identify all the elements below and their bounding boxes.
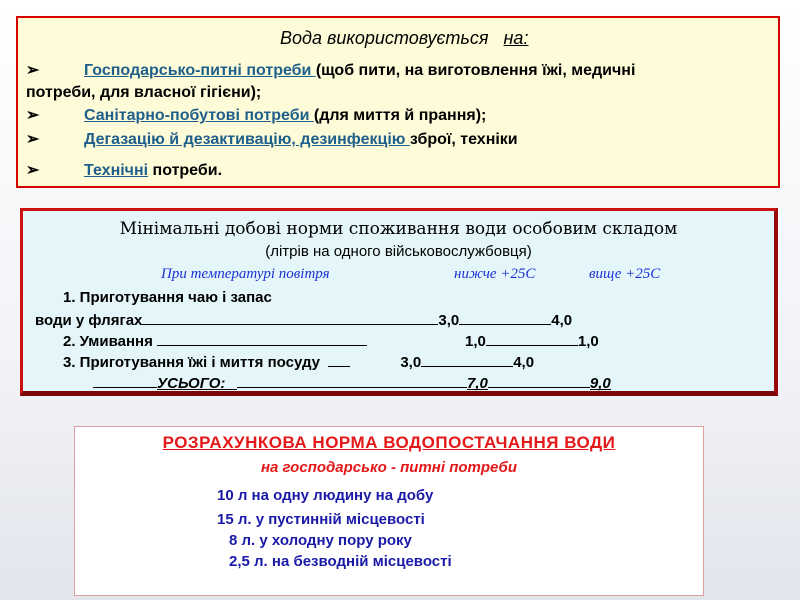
leader-line — [459, 310, 551, 325]
norm-row-2 — [63, 331, 599, 350]
norms-subtitle: (літрів на одного військовослужбовця) — [265, 243, 532, 260]
use-item-link[interactable]: Санітарно-побутові потреби — [84, 107, 314, 124]
supply-line-3: 8 л. у холодну пору року — [229, 532, 412, 549]
norm-value-above: 1,0 — [577, 333, 599, 350]
norm-value-below: 3,0 — [438, 312, 460, 329]
arrow-bullet-icon: ➢ — [26, 131, 40, 148]
use-item-text: (щоб пити, на виготовлення їжі, медичні — [315, 62, 636, 79]
temp-below-header: нижче +25С — [454, 266, 536, 282]
norm-row-label: води у флягах — [35, 312, 143, 329]
norm-total-below: 7,0 — [467, 375, 488, 392]
use-item-link[interactable]: Дегазацію й дезактивацію, дезинфекцію — [84, 131, 410, 148]
supply-title: РОЗРАХУНКОВА НОРМА ВОДОПОСТАЧАННЯ ВОДИ — [162, 433, 616, 452]
norms-title: Мінімальні добові норми споживання води особовим складом — [119, 219, 678, 239]
leader-line — [488, 373, 590, 388]
use-item-1-continuation: потреби, для власної гігієни); — [26, 84, 262, 101]
norm-value-below: 3,0 — [400, 354, 422, 371]
use-item-text: зброї, техніки — [409, 131, 518, 148]
norm-row-3 — [63, 352, 534, 371]
supply-line-1: 10 л на одну людину на добу — [217, 487, 434, 504]
arrow-bullet-icon: ➢ — [26, 62, 40, 79]
norm-row-label: 3. Приготування їжі і миття посуду — [63, 354, 320, 371]
use-item-link[interactable]: Технічні — [84, 162, 149, 179]
temp-above-header: вище +25С — [589, 266, 661, 282]
leader-line — [93, 373, 157, 388]
leader-line — [157, 331, 367, 346]
norm-value-above: 4,0 — [513, 354, 535, 371]
use-item-link[interactable]: Господарсько-питні потреби — [84, 62, 316, 79]
supply-norm-panel — [74, 426, 704, 596]
leader-line — [142, 310, 438, 325]
leader-line — [421, 352, 513, 367]
temp-label: При температурі повітря — [161, 266, 330, 282]
norm-total-above: 9,0 — [589, 375, 611, 392]
norm-total-label: УСЬОГО: — [157, 375, 237, 390]
norm-value-below: 1,0 — [465, 333, 486, 350]
arrow-bullet-icon: ➢ — [26, 107, 40, 124]
use-item-4 — [26, 160, 222, 181]
uses-title-suffix: на: — [503, 28, 529, 48]
uses-title-main: Вода використовується — [280, 28, 489, 48]
norm-row-1-label: 1. Приготування чаю і запас — [63, 289, 272, 306]
leader-line — [237, 373, 467, 388]
norm-row-1 — [35, 310, 572, 329]
supply-subtitle: на господарсько - питні потреби — [260, 459, 517, 476]
uses-title — [280, 28, 528, 49]
use-item-text: (для миття й прання); — [313, 107, 487, 124]
norm-total-row — [93, 373, 611, 392]
supply-line-4: 2,5 л. на безводній місцевості — [229, 553, 452, 570]
leader-line — [328, 352, 350, 367]
water-uses-panel — [16, 16, 780, 188]
use-item-2 — [26, 105, 486, 126]
arrow-bullet-icon: ➢ — [26, 162, 40, 179]
use-item-text: потреби. — [148, 162, 223, 179]
supply-line-2: 15 л. у пустинній місцевості — [217, 511, 425, 528]
consumption-norms-panel — [20, 208, 778, 396]
norm-row-label: 2. Умивання — [63, 333, 153, 350]
use-item-1 — [26, 60, 635, 81]
leader-line — [486, 331, 578, 346]
norm-value-above: 4,0 — [551, 312, 573, 329]
use-item-3 — [26, 129, 518, 150]
